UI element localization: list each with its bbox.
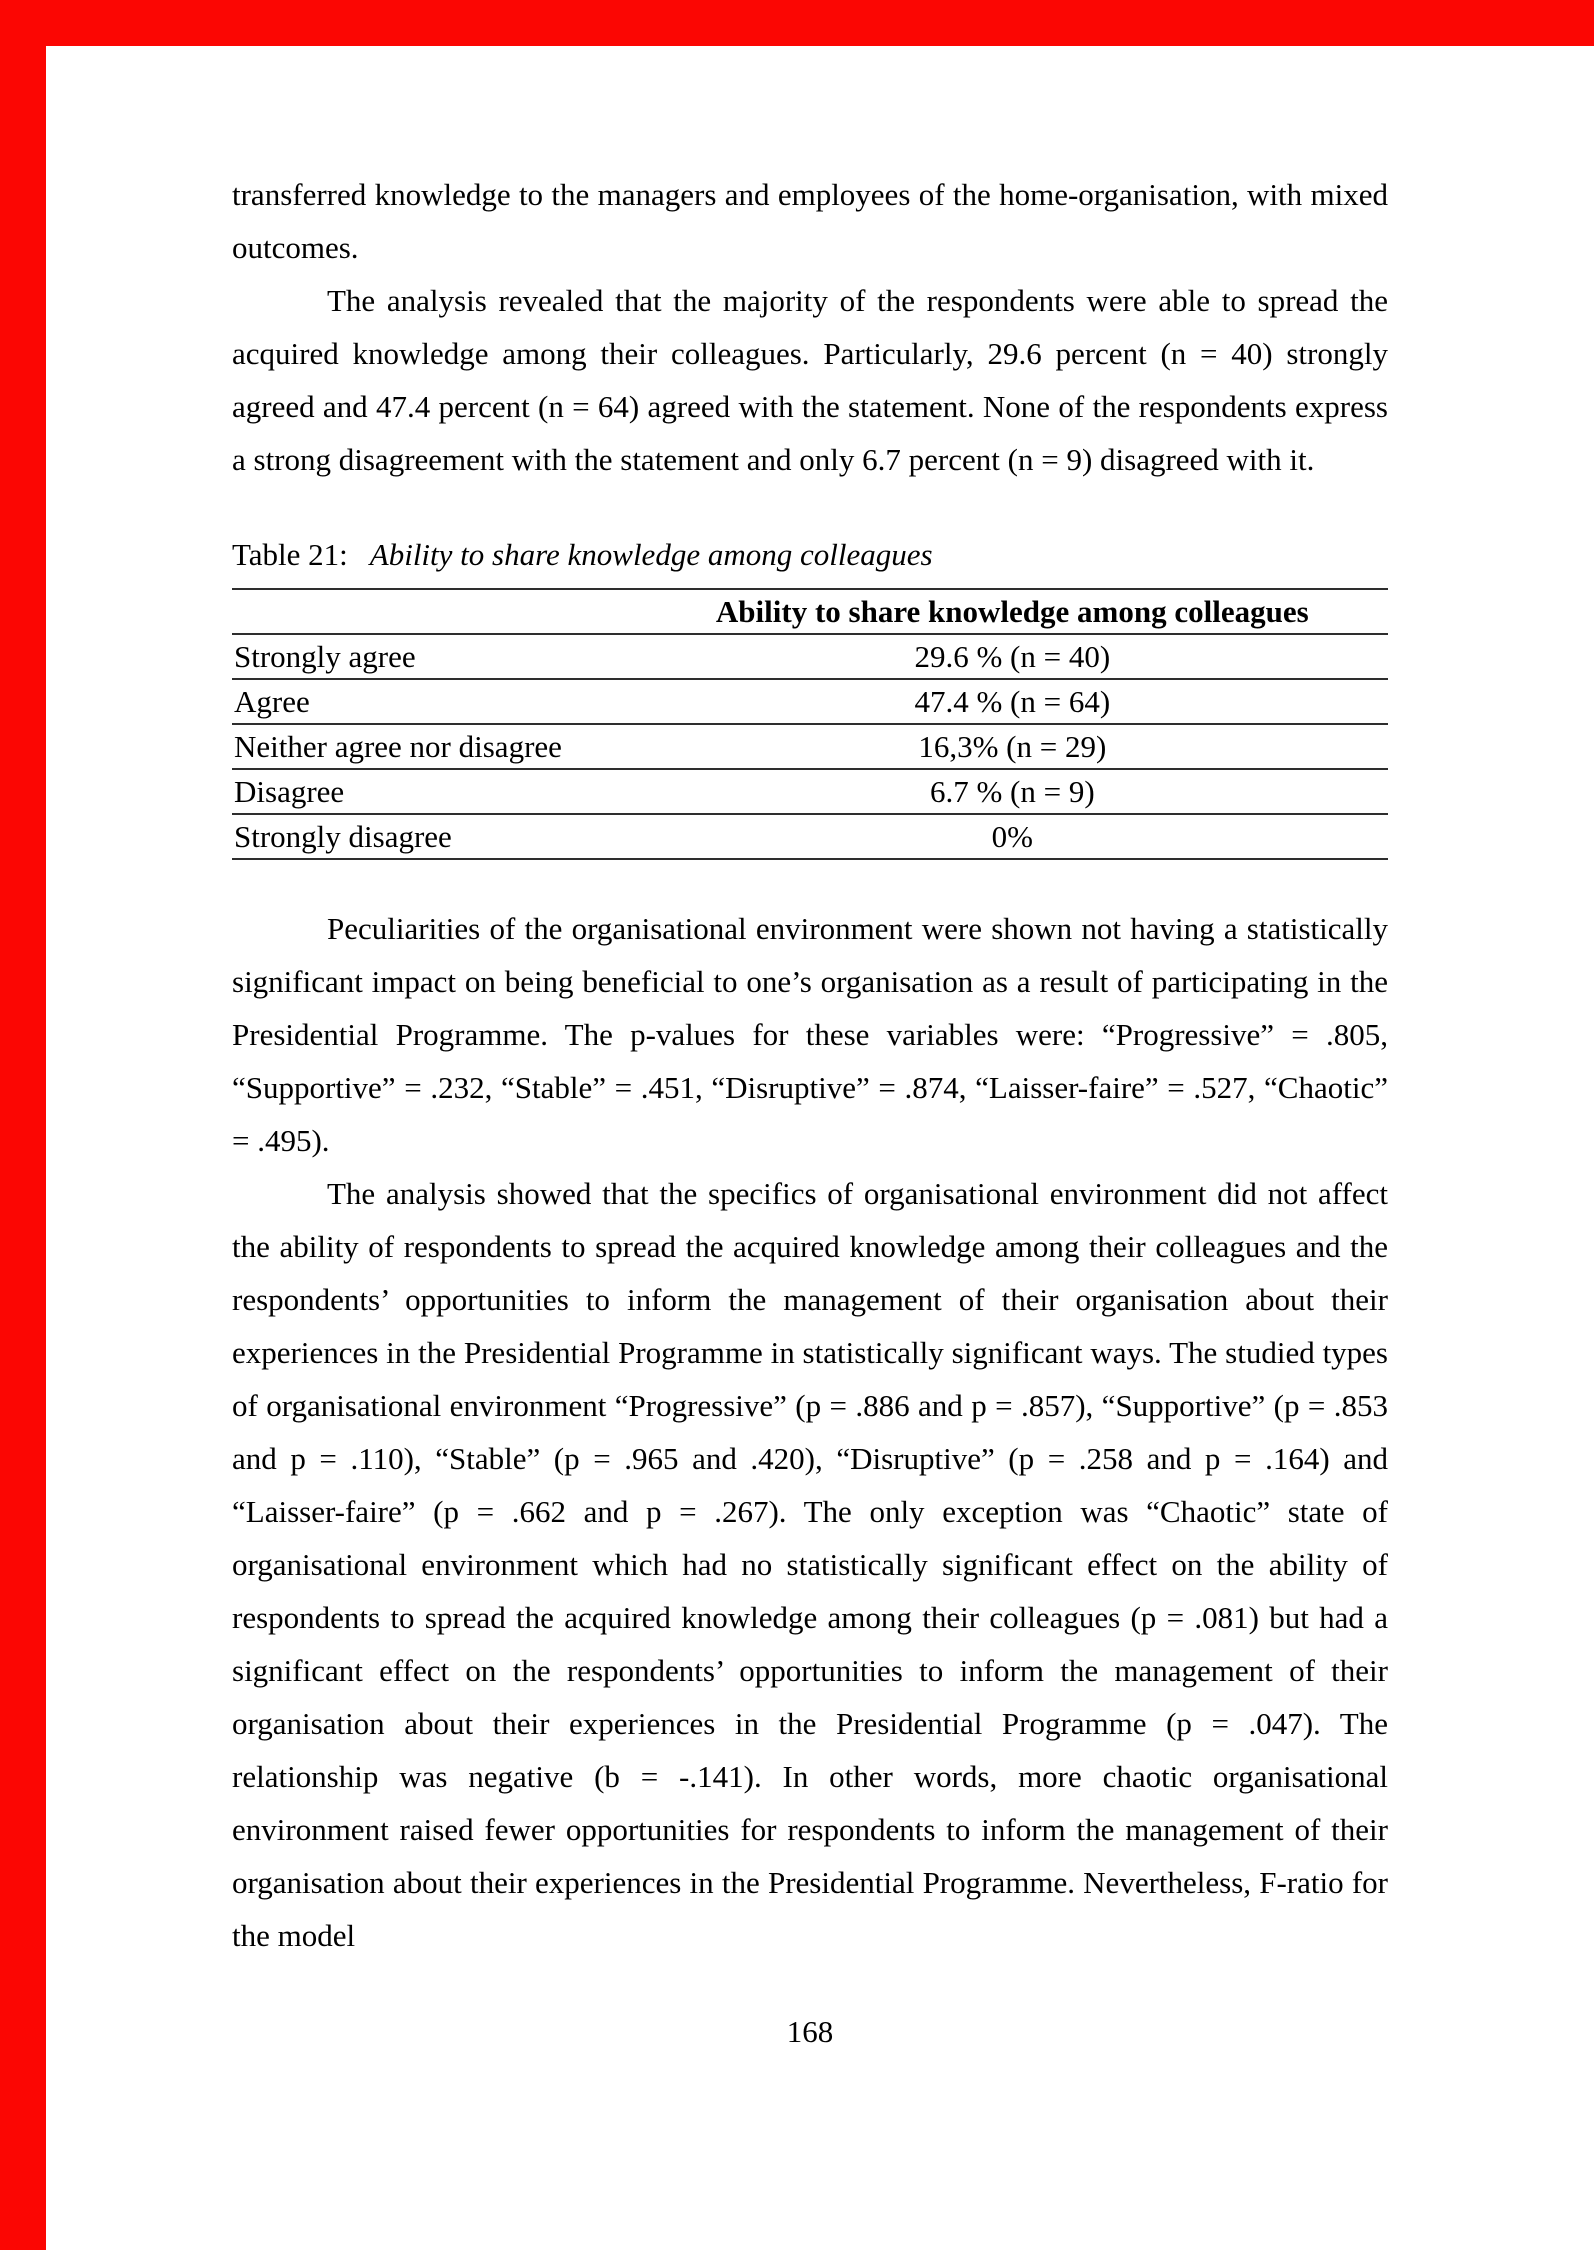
page-number: 168 [786, 2014, 834, 2049]
table-caption-title: Ability to share knowledge among colleagues [369, 537, 933, 572]
table-header-row [232, 589, 1388, 634]
scan-edge-left-bar [0, 0, 46, 2250]
table-caption-label: Table 21: [232, 537, 348, 572]
row-label: Agree [232, 679, 637, 724]
row-label: Strongly disagree [232, 814, 637, 859]
row-value: 6.7 % (n = 9) [637, 769, 1388, 814]
table-header-empty-cell [232, 589, 637, 634]
paragraph-analysis-revealed: The analysis revealed that the majority of the respondents were able to spread the acquired knowledge among their colleagues. Particularly, 29.6 percent (n = 40) strongly agreed and 47.4 percent (n = 64) agreed with the statement. None of the respondents express a strong disagreement with the statement and only 6.7 percent (n = 9) disagreed with it. [232, 283, 1388, 477]
row-label: Disagree [232, 769, 637, 814]
scan-edge-top-bar [0, 0, 1594, 46]
row-value: 16,3% (n = 29) [637, 724, 1388, 769]
row-label: Neither agree nor disagree [232, 724, 637, 769]
table-caption [232, 534, 1388, 576]
table-row [232, 679, 1388, 724]
table-header-cell: Ability to share knowledge among colleagues [637, 589, 1388, 634]
row-label: Strongly agree [232, 634, 637, 679]
row-value: 0% [637, 814, 1388, 859]
page-content [232, 168, 1388, 2052]
row-value: 47.4 % (n = 64) [637, 679, 1388, 724]
paragraph-transferred-knowledge: transferred knowledge to the managers and employees of the home-organisation, with mixed outcomes. [232, 177, 1388, 265]
table-row [232, 769, 1388, 814]
row-value: 29.6 % (n = 40) [637, 634, 1388, 679]
table-row [232, 814, 1388, 859]
paragraph-analysis-showed: The analysis showed that the specifics of organisational environment did not affect the ability of respondents to spread the acquired knowledge among their colleagues and the respondents’ opportunities to inform the management of their organisation about their experiences in the Presidential Programme in statistically significant ways. The studied types of organisational environment “Progressive” (p = .886 and p = .857), “Supportive” (p = .853 and p = .110), “Stable” (p = .965 and .420), “Disruptive” (p = .258 and p = .164) and “Laisser-faire” (p = .662 and p = .267). The only exception was “Chaotic” state of organisational environment which had no statistically significant effect on the ability of respondents to spread the acquired knowledge among their colleagues (p = .081) but had a significant effect on the respondents’ opportunities to inform the management of their organisation about their experiences in the Presidential Programme (p = .047). The relationship was negative (b = -.141). In other words, more chaotic organisational environment raised fewer opportunities for respondents to inform the management of their organisation about their experiences in the Presidential Programme. Nevertheless, F-ratio for the model [232, 1176, 1388, 1953]
table-row [232, 634, 1388, 679]
ability-to-share-table [232, 588, 1388, 860]
paragraph-peculiarities: Peculiarities of the organisational environment were shown not having a statistically significant impact on being beneficial to one’s organisation as a result of participating in the Presidential Programme. The p-values for these variables were: “Progressive” = .805, “Supportive” = .232, “Stable” = .451, “Disruptive” = .874, “Laisser-faire” = .527, “Chaotic” = .495). [232, 911, 1388, 1158]
table-row [232, 724, 1388, 769]
